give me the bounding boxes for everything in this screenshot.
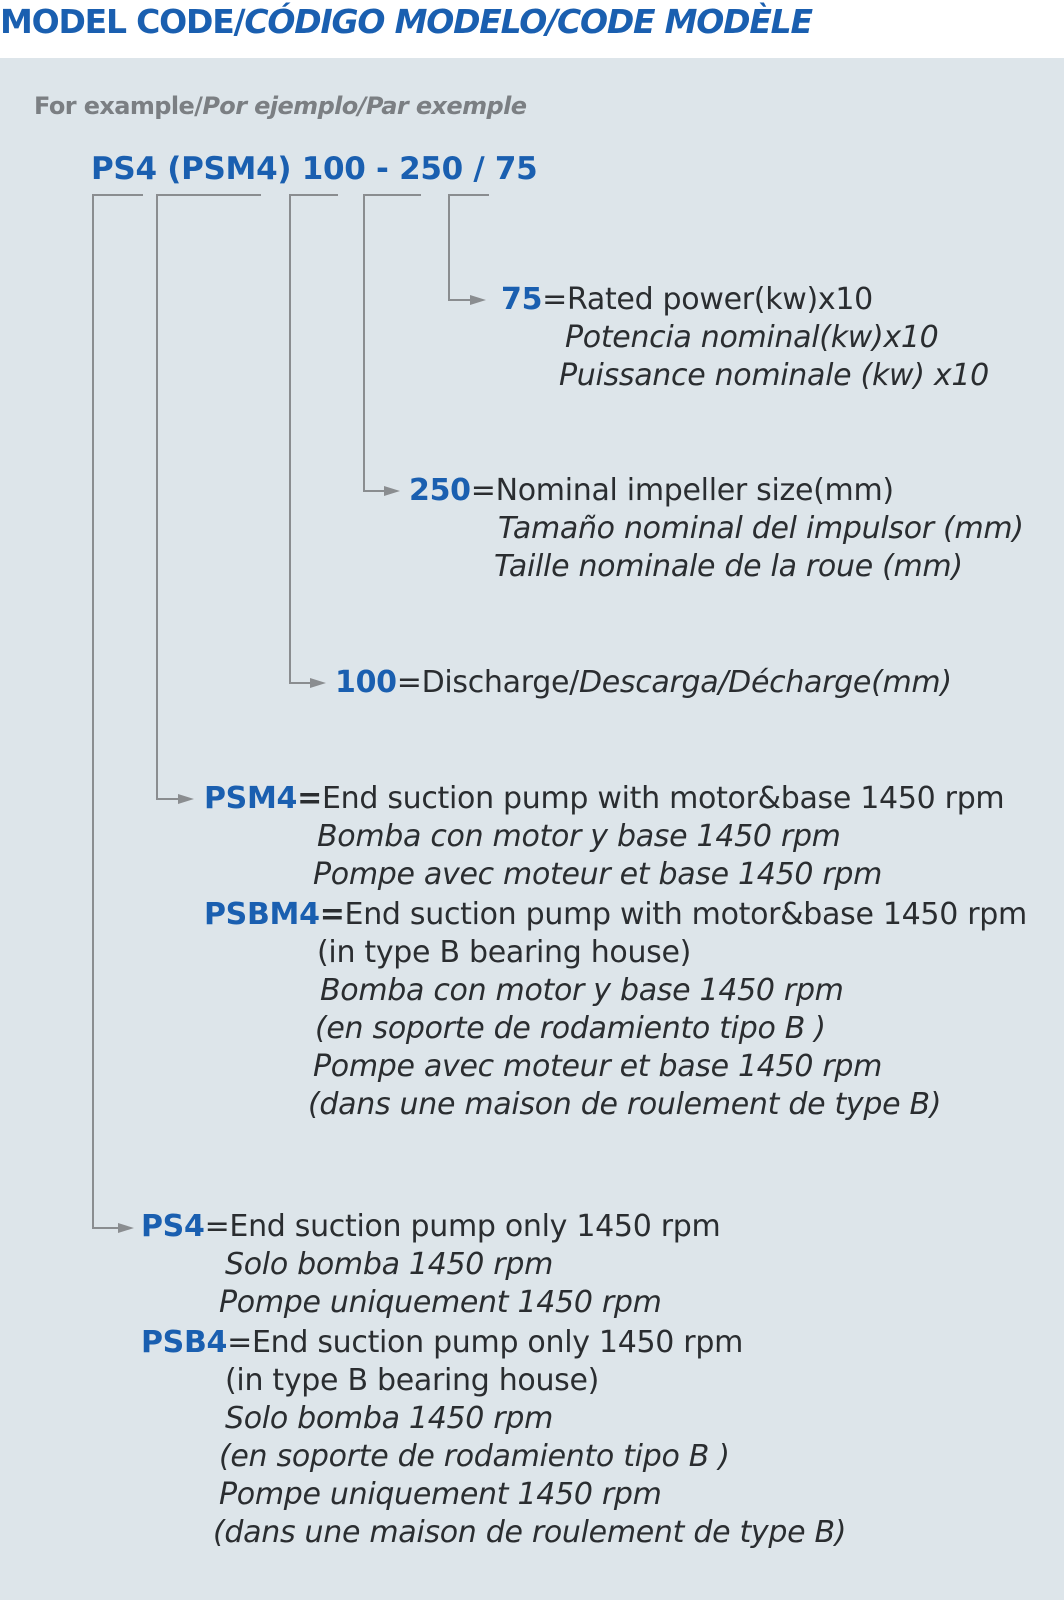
psb4-en-note: (in type B bearing house) (225, 1363, 600, 1398)
psbm4-fr: Pompe avec moteur et base 1450 rpm (313, 1049, 883, 1084)
model-code-example: PS4 (PSM4) 100 - 250 / 75 (91, 151, 538, 187)
psb4-fr-note: (dans une maison de roulement de type B) (213, 1515, 847, 1550)
code-ps4: PS4 (141, 1209, 205, 1244)
psb4-fr: Pompe uniquement 1450 rpm (219, 1477, 662, 1512)
connector-psm4 (157, 195, 261, 799)
code-100: 100 (335, 665, 397, 700)
ps4-en: PS4=End suction pump only 1450 rpm (141, 1209, 721, 1244)
psbm4-en-note: (in type B bearing house) (317, 935, 692, 970)
psm4-en: PSM4=End suction pump with motor&base 1450 rpm (204, 781, 1005, 816)
psb4-en: PSB4=End suction pump only 1450 rpm (141, 1325, 744, 1360)
connector-ps4 (93, 195, 143, 1228)
title-es-fr: CÓDIGO MODELO/CODE MODÈLE (244, 2, 812, 41)
ps4-fr: Pompe uniquement 1450 rpm (219, 1285, 662, 1320)
psm4-es: Bomba con motor y base 1450 rpm (317, 819, 841, 854)
psbm4-en: PSBM4=End suction pump with motor&base 1450 rpm (204, 897, 1027, 932)
code-psm4: PSM4 (204, 781, 298, 816)
arrowhead-psm4 (178, 794, 194, 804)
psb4-es-note: (en soporte de rodamiento tipo B ) (219, 1439, 730, 1474)
arrowhead-rated-power (470, 295, 486, 305)
psb4-es: Solo bomba 1450 rpm (225, 1401, 553, 1436)
connector-rated-power (449, 195, 489, 300)
psm4-fr: Pompe avec moteur et base 1450 rpm (313, 857, 883, 892)
psbm4-es-note: (en soporte de rodamiento tipo B ) (315, 1011, 826, 1046)
impeller-fr: Taille nominale de la roue (mm) (494, 549, 963, 584)
arrowhead-ps4 (118, 1223, 134, 1233)
connector-discharge (290, 195, 338, 683)
example-label-en: For example/ (34, 92, 203, 120)
rated-power-es: Potencia nominal(kw)x10 (565, 320, 939, 355)
code-psbm4: PSBM4 (204, 897, 320, 932)
code-psb4: PSB4 (141, 1325, 228, 1360)
psbm4-fr-note: (dans une maison de roulement de type B) (308, 1087, 942, 1122)
code-75: 75 (501, 282, 543, 317)
connector-impeller (364, 195, 421, 491)
example-label-es-fr: Por ejemplo/Par exemple (202, 92, 527, 120)
rated-power-en: 75=Rated power(kw)x10 (501, 282, 873, 317)
arrowhead-discharge (310, 678, 326, 688)
discharge-line: 100=Discharge/Descarga/Décharge(mm) (335, 665, 952, 700)
title-en: MODEL CODE/ (0, 2, 245, 41)
rated-power-fr: Puissance nominale (kw) x10 (559, 358, 989, 393)
impeller-es: Tamaño nominal del impulsor (mm) (498, 511, 1024, 546)
impeller-en: 250=Nominal impeller size(mm) (409, 473, 894, 508)
ps4-es: Solo bomba 1450 rpm (225, 1247, 553, 1282)
psbm4-es: Bomba con motor y base 1450 rpm (320, 973, 844, 1008)
code-250: 250 (409, 473, 471, 508)
arrowhead-impeller (384, 486, 400, 496)
